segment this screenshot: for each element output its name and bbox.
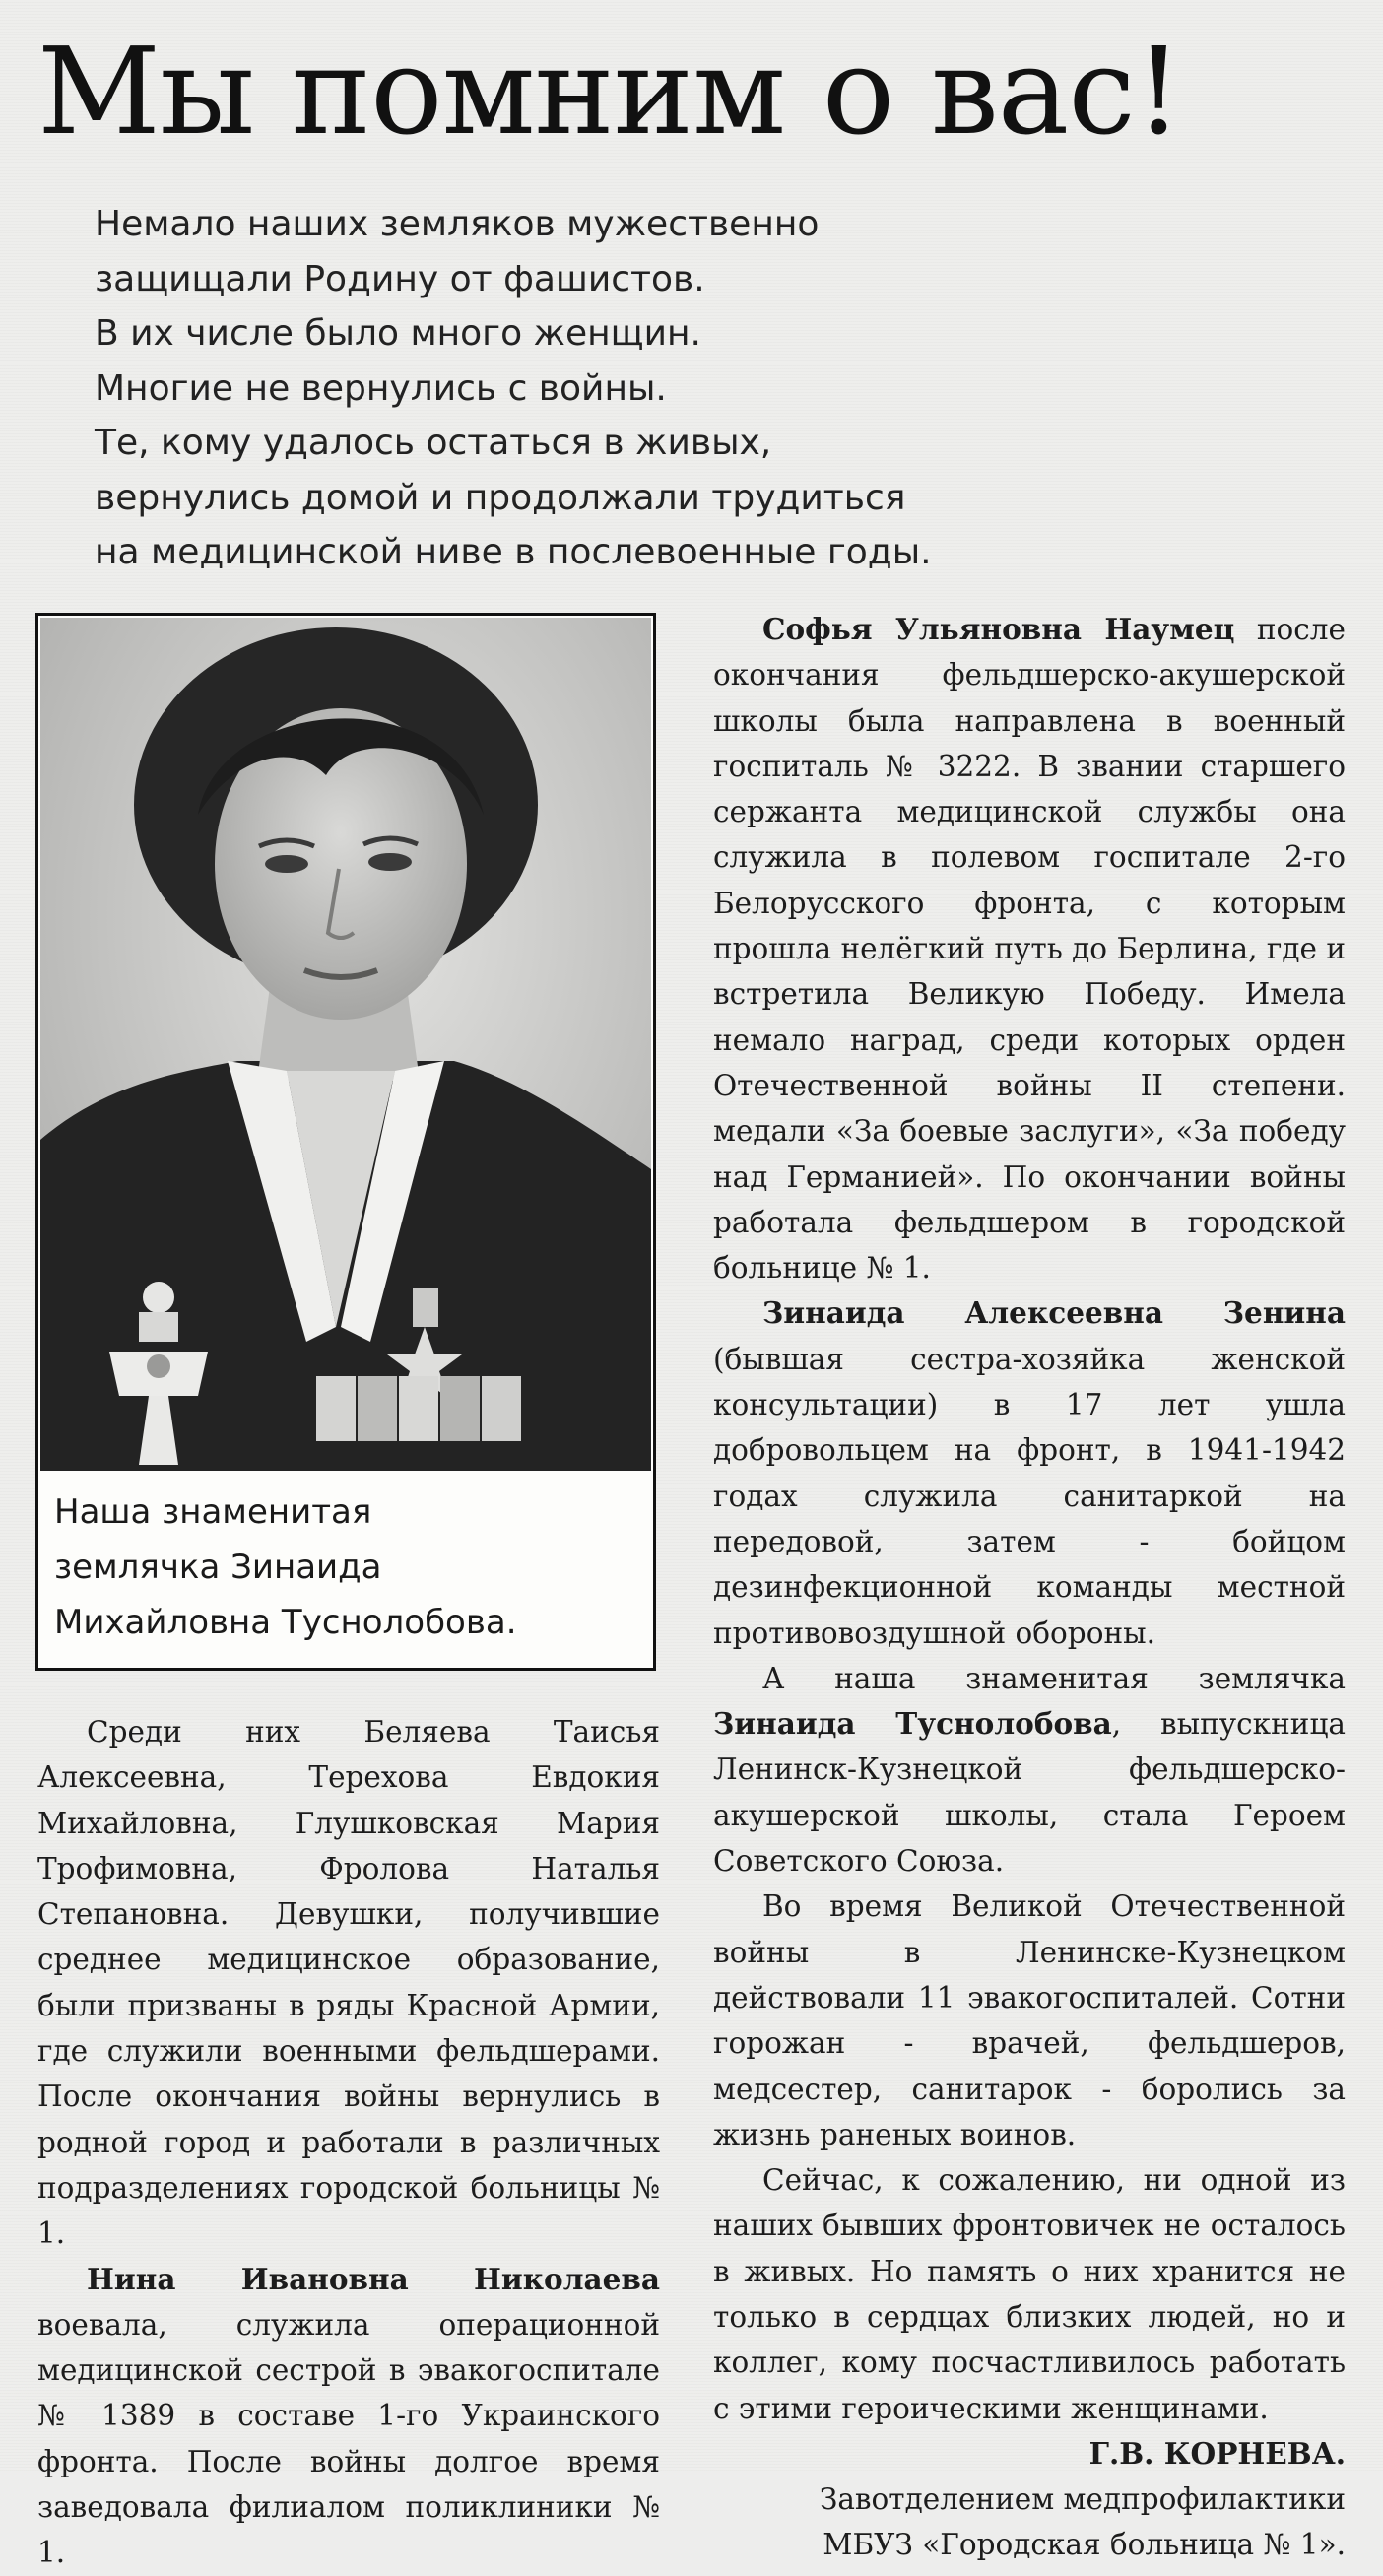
caption-line: землячка Зинаида <box>54 1548 382 1587</box>
lead-line: В их числе было много женщин. <box>95 313 701 354</box>
paragraph <box>713 607 1346 1290</box>
lead-line: защищали Родину от фашистов. <box>95 258 705 299</box>
paragraph <box>37 2257 660 2576</box>
paragraph-text: , выпускница Ленинск-Кузнецкой фельдшерско-акушерской школы, стала Героем Советского Союза. <box>713 1707 1346 1879</box>
paragraph-text: (бывшая сестра-хозяйка женской консультации) в 17 лет ушла добровольцем на фронт, в 1941-1942 годах служила санитаркой на передовой, затем - бойцом дезинфекционной команды местной противовоздушной обороны. <box>713 1342 1346 1650</box>
person-name: Нина Ивановна Николаева <box>87 2261 660 2296</box>
paragraph-text: воевала, служила операционной медицинской сестрой в эвакогоспитале № 1389 в составе 1-го Украинского фронта. После войны долгое время заведовала филиалом поликлиники № 1. <box>37 2307 660 2570</box>
right-column <box>713 607 1346 2568</box>
author-position: Завотделением медпрофилактики <box>819 2482 1346 2517</box>
photo-frame <box>35 613 656 1671</box>
person-name: Зинаида Туснолобова <box>713 1706 1112 1742</box>
lead-line: Многие не вернулись с войны. <box>95 367 667 409</box>
headline: Мы помним о вас! <box>37 22 1182 162</box>
paragraph <box>713 1290 1346 1655</box>
author-organization: МБУЗ «Городская больница № 1». <box>823 2528 1346 2562</box>
person-name: Софья Ульяновна Наумец <box>762 612 1235 646</box>
caption-line: Наша знаменитая <box>54 1492 372 1532</box>
lead-line: вернулись домой и продолжали трудиться <box>95 477 906 518</box>
lead-line: на медицинской ниве в послевоенные годы. <box>95 532 932 572</box>
author-signature: Г.В. КОРНЕВА. <box>1088 2435 1346 2471</box>
portrait-illustration <box>40 618 651 1471</box>
lead-paragraph <box>95 197 932 580</box>
paragraph: Во время Великой Отечественной войны в Ленинске-Кузнецком действовали 11 эвакогоспиталей. Сотни горожан - врачей, фельдшеров, медсестер, санитарок - боролись за жизнь раненых воинов. <box>713 1889 1346 2151</box>
left-column <box>37 1709 660 2576</box>
portrait-photo <box>40 618 651 1471</box>
paragraph: Среди них Беляева Таисья Алексеевна, Терехова Евдокия Михайловна, Глушковская Мария Трофимовна, Фролова Наталья Степановна. Девушки, получившие среднее медицинское образование, были призваны в ряды Красной Армии, где служили военными фельдшерами. После окончания войны вернулись в родной город и работали в различных подразделениях городской больницы № 1. <box>37 1715 660 2251</box>
paragraph <box>713 1656 1346 1883</box>
caption-line: Михайловна Туснолобова. <box>54 1603 517 1642</box>
lead-line: Немало наших земляков мужественно <box>95 204 820 244</box>
paragraph: Сейчас, к сожалению, ни одной из наших бывших фронтовичек не осталось в живых. Но память о них хранится не только в сердцах близких людей, но и коллег, кому посчастливилось работать с этими героическими женщинами. <box>713 2163 1346 2425</box>
paragraph-text: А наша знаменитая землячка <box>762 1661 1346 1695</box>
person-name: Зинаида Алексеевна Зенина <box>762 1295 1346 1331</box>
paragraph-text: после окончания фельдшерско-акушерской школы была направлена в военный госпиталь № 3222. В звании старшего сержанта медицинской службы она служила в полевом госпитале 2-го Белорусского фронта, с которым прошла нелёгкий путь до Берлина, где и встретила Великую Победу. Имела немало наград, среди которых орден Отечественной войны II степени. медали «За боевые заслуги», «За победу над Германией». По окончании войны работала фельдшером в городской больнице № 1. <box>713 613 1346 1286</box>
lead-line: Те, кому удалось остаться в живых, <box>95 423 772 463</box>
photo-caption <box>54 1485 645 1650</box>
